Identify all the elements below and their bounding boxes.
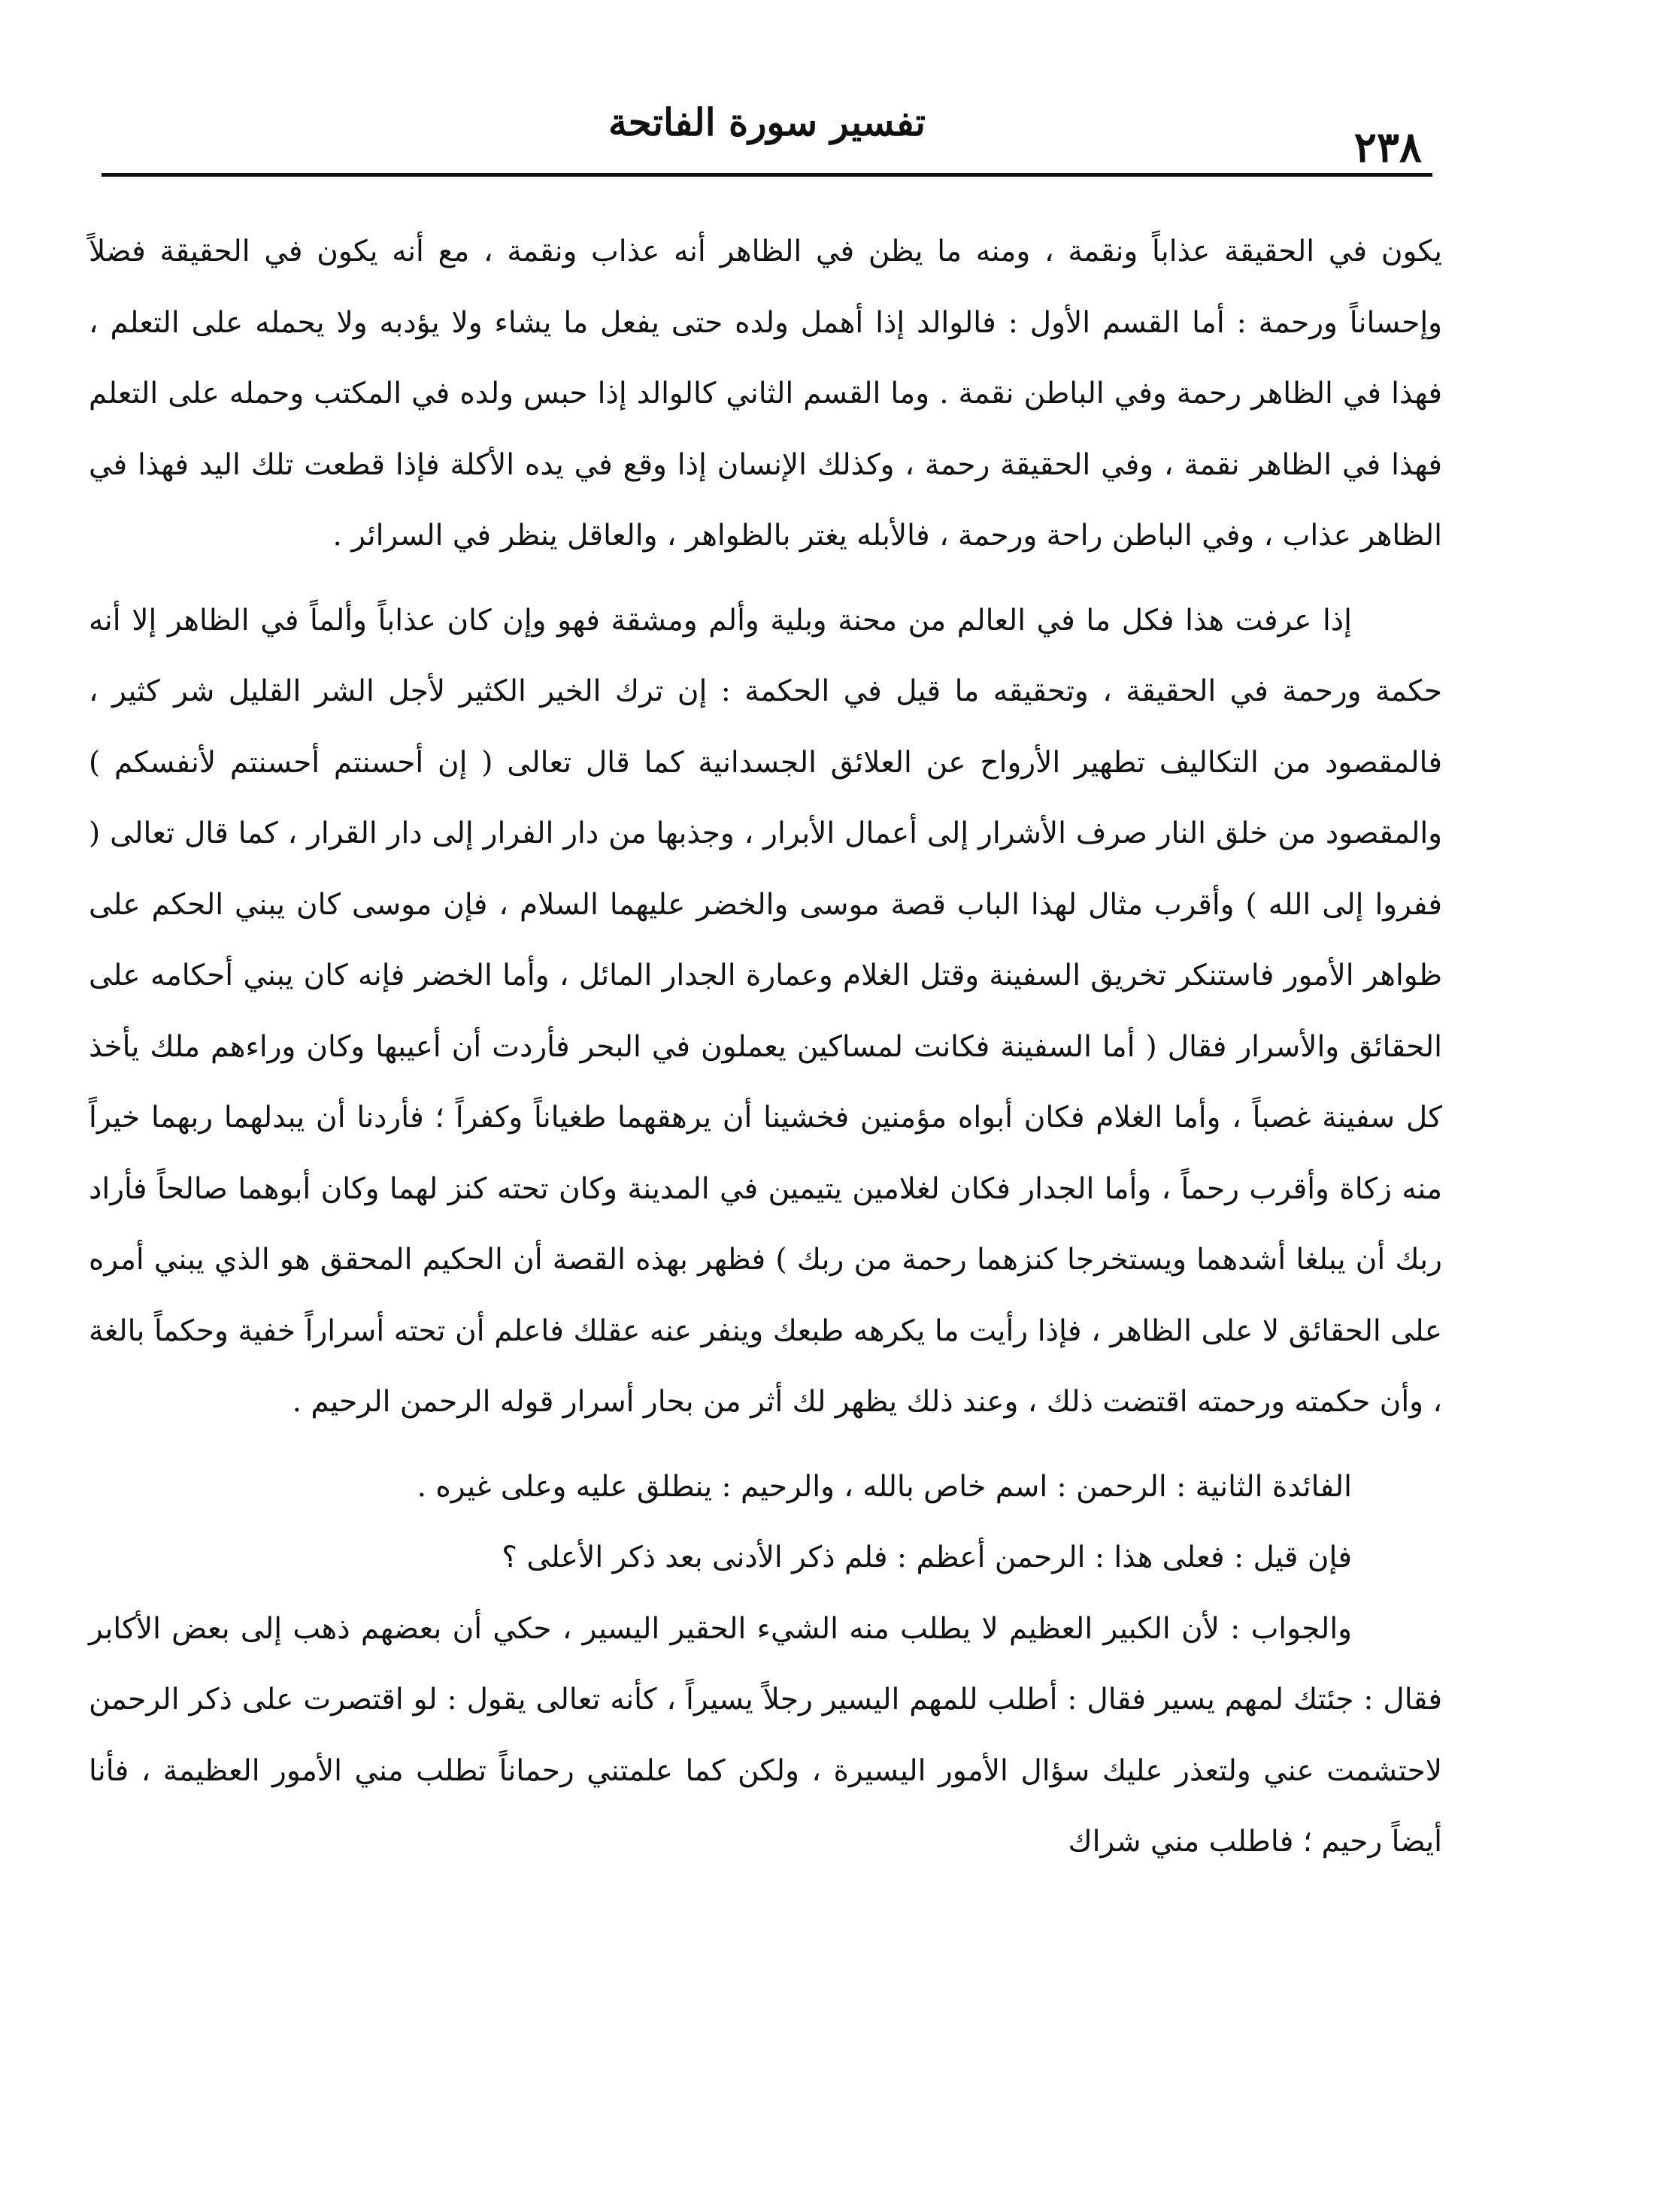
header-title: تفسير سورة الفاتحة <box>608 100 926 144</box>
page-number: ٢٣٨ <box>1353 123 1422 172</box>
paragraph-3: الفائدة الثانية : الرحمن : اسم خاص بالله ، والرحيم : ينطلق عليه وعلى غيره . <box>417 1469 1352 1504</box>
header-rule <box>102 173 1432 177</box>
paragraph-2: إذا عرفت هذا فكل ما في العالم من محنة وبلية وألم ومشقة فهو وإن كان عذاباً وألماً في الظاهر إلا أنه حكمة ورحمة في الحقيقة ، وتحقيقه ما قيل في الحكمة : إن ترك الخير الكثير لأجل الشر القليل شر كثير ، فالمقصود من التكاليف تطهير الأرواح عن العلائق الجسدانية كما قال تعالى ( إن أحسنتم أحسنتم لأنفسكم ) والمقصود من خلق النار صرف الأشرار إلى أعمال الأبرار ، وجذبها من دار الفرار إلى دار القرار ، كما قال تعالى ( ففروا إلى الله ) وأقرب مثال لهذا الباب قصة موسى والخضر عليهما السلام ، فإن موسى كان يبني الحكم على ظواهر الأمور فاستنكر تخريق السفينة وقتل الغلام وعمارة الجدار المائل ، وأما الخضر فإنه كان يبني أحكامه على الحقائق والأسرار فقال ( أما السفينة فكانت لمساكين يعملون في البحر فأردت أن أعيبها وكان وراءهم ملك يأخذ كل سفينة غصباً ، وأما الغلام فكان أبواه مؤمنين فخشينا أن يرهقهما طغياناً وكفراً ؛ فأردنا أن يبدلهما ربهما خيراً منه زكاة وأقرب رحماً ، وأما الجدار فكان لغلامين يتيمين في المدينة وكان تحته كنز لهما وكان أبوهما صالحاً فأراد ربك أن يبلغا أشدهما ويستخرجا كنزهما رحمة من ربك ) فظهر بهذه القصة أن الحكيم المحقق هو الذي يبني أمره على الحقائق لا على الظاهر ، فإذا رأيت ما يكرهه طبعك وينفر عنه عقلك فاعلم أن تحته أسراراً خفية وحكماً بالغة ، وأن حكمته ورحمته اقتضت ذلك ، وعند ذلك يظهر لك أثر من بحار أسرار قوله الرحمن الرحيم . <box>89 603 1442 1419</box>
body-text <box>89 217 1442 1878</box>
paragraph-5: والجواب : لأن الكبير العظيم لا يطلب منه الشيء الحقير اليسير ، حكي أن بعضهم ذهب إلى بعض الأكابر فقال : جئتك لمهم يسير فقال : أطلب للمهم اليسير رجلاً يسيراً ، كأنه تعالى يقول : لو اقتصرت على ذكر الرحمن لاحتشمت عني ولتعذر عليك سؤال الأمور اليسيرة ، ولكن كما علمتني رحماناً تطلب مني الأمور العظيمة ، فأنا أيضاً رحيم ؛ فاطلب مني شراك <box>89 1611 1442 1859</box>
paragraph-4: فإن قيل : فعلى هذا : الرحمن أعظم : فلم ذكر الأدنى بعد ذكر الأعلى ؟ <box>502 1541 1352 1574</box>
running-header <box>102 96 1432 179</box>
paragraph-1: يكون في الحقيقة عذاباً ونقمة ، ومنه ما يظن في الظاهر أنه عذاب ونقمة ، مع أنه يكون في الحقيقة فضلاً وإحساناً ورحمة : أما القسم الأول : فالوالد إذا أهمل ولده حتى يفعل ما يشاء ولا يؤدبه ولا يحمله على التعلم ، فهذا في الظاهر رحمة وفي الباطن نقمة . وما القسم الثاني كالوالد إذا حبس ولده في المكتب وحمله على التعلم فهذا في الظاهر نقمة ، وفي الحقيقة رحمة ، وكذلك الإنسان إذا وقع في يده الأكلة فإذا قطعت تلك اليد فهذا في الظاهر عذاب ، وفي الباطن راحة ورحمة ، فالأبله يغتر بالظواهر ، والعاقل ينظر في السرائر . <box>89 235 1442 553</box>
